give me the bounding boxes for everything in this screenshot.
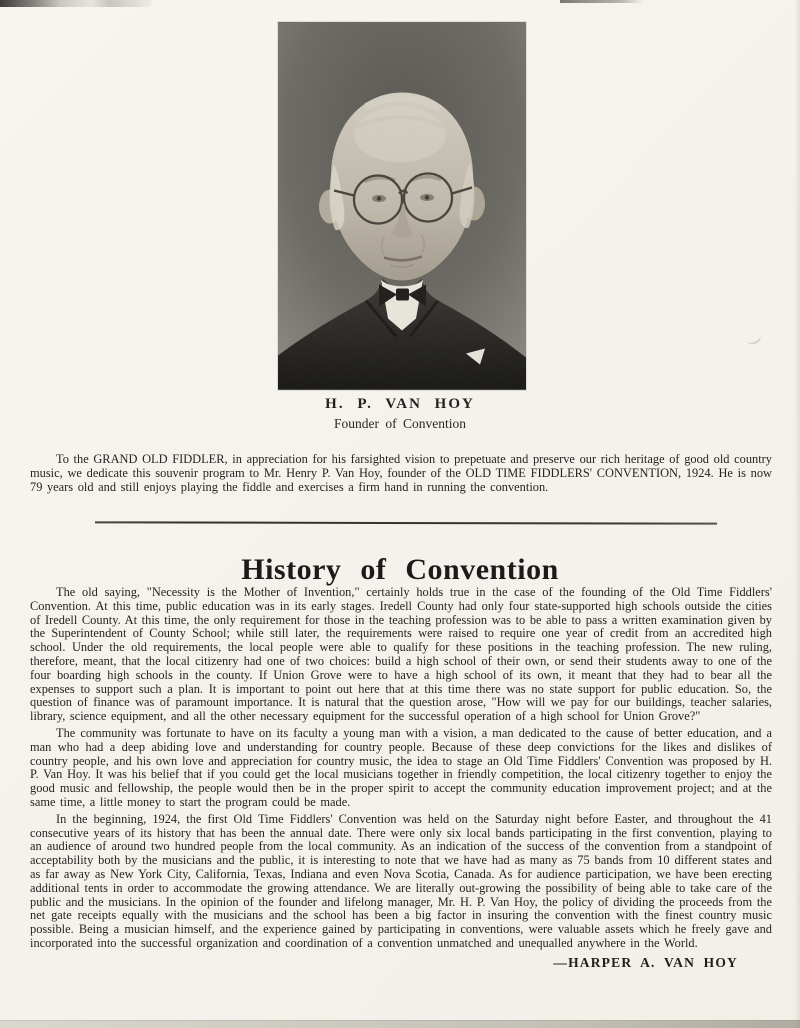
portrait-illustration: [278, 22, 526, 390]
history-paragraph-2: The community was fortunate to have on its faculty a young man with a vision, a man dedicated to the cause of better education, and a man who had a deep abiding love and understanding for country people. Because of these deep convictions for the likes and dislikes of country people, and his own love and appreciation for country music, the idea to stage an Old Time Fiddlers' Convention was proposed by H. P. Van Hoy. It was his belief that if you could get the local musicians together in friendly competition, the local citizenry together to enjoy the good music and fellowship, the people would then be in the proper spirit to accept the community education improvement project; and at the same time, a little money to start the program could be made.: [30, 725, 772, 809]
photo-caption-name: H. P. VAN HOY: [325, 396, 475, 412]
scan-pencil-mark: [744, 328, 763, 347]
photo-caption: [0, 396, 800, 432]
section-heading: History of Convention: [241, 553, 559, 587]
history-paragraph-3: In the beginning, 1924, the first Old Time Fiddlers' Convention was held on the Saturday night before Easter, and throughout the 41 consecutive years of its history that has been the annual date. There were only six local bands participating in the first convention, playing to an audience of around two hundred people from the local community. As an indication of the success of the convention from a standpoint of acceptability both by the musicians and the public, it is interesting to note that we have had as many as 75 bands from 10 different states and as far away as New York City, California, Texas, Indiana and even Nova Scotia, Canada. As for audience participation, we have been erecting additional tents in order to accommodate the growing attendance. We are literally out-growing the possibility of being able to take care of the public and the musicians. In the opinion of the founder and lifelong manager, Mr. H. P. Van Hoy, the policy of dividing the proceeds from the net gate receipts equally with the musicians and the school has been a big factor in insuring the convention with the finest country music possible. Being a musician himself, and the experience gained by participating in conventions, were valuable assets which he freely gave and incorporated into the successful organization and coordination of a convention unmatched and unequalled anywhere in the World.: [30, 811, 772, 950]
portrait-photo: [278, 22, 526, 390]
photo-caption-title: Founder of Convention: [334, 416, 466, 431]
signature: —HARPER A. VAN HOY: [553, 954, 738, 970]
history-section: [30, 586, 772, 970]
scan-smudge-top-right: [560, 0, 644, 3]
scan-edge-right: [794, 0, 800, 1028]
scan-edge-bottom: [0, 1020, 800, 1028]
dedication-paragraph: To the GRAND OLD FIDDLER, in appreciation for his farsighted vision to prepetuate and preserve our rich heritage of good old country music, we dedicate this souvenir program to Mr. Henry P. Van Hoy, founder of the OLD TIME FIDDLERS' CONVENTION, 1924. He is now 79 years old and still enjoys playing the fiddle and exercises a firm hand in running the convention.: [30, 452, 772, 494]
section-divider: [95, 521, 717, 524]
scan-smudge-top-left: [0, 0, 152, 7]
history-paragraph-1: The old saying, "Necessity is the Mother of Invention," certainly holds true in the case of the founding of the Old Time Fiddlers' Convention. At this time, public education was in its early stages. Iredell County had only four state-supported high schools outside the cities of Iredell County. At this time, the only requirement for those in the teaching profession was to be able to pass a written examination given by the Superintendent of County School; while still later, the requirements were raised to require one year of credit from an accredited high school. Under the old requirements, the local people were able to qualify for these positions in the teaching profession. The new ruling, therefore, meant, that the local citizenry had one of two choices: build a high school of their own, or send their students away to one of the four boarding high schools in the county. If Union Grove were to have a high school of its own, it meant that they had to bear all the expenses to support such a plan. It is important to point out here that at this time there was no state support for public education. So, the question of finance was of paramount importance. It is natural that the question arose, "How will we pay for our buildings, teacher salaries, library, science equipment, and all the other necessary equipment for the successful operation of a high school for Union Grove?": [30, 585, 772, 724]
